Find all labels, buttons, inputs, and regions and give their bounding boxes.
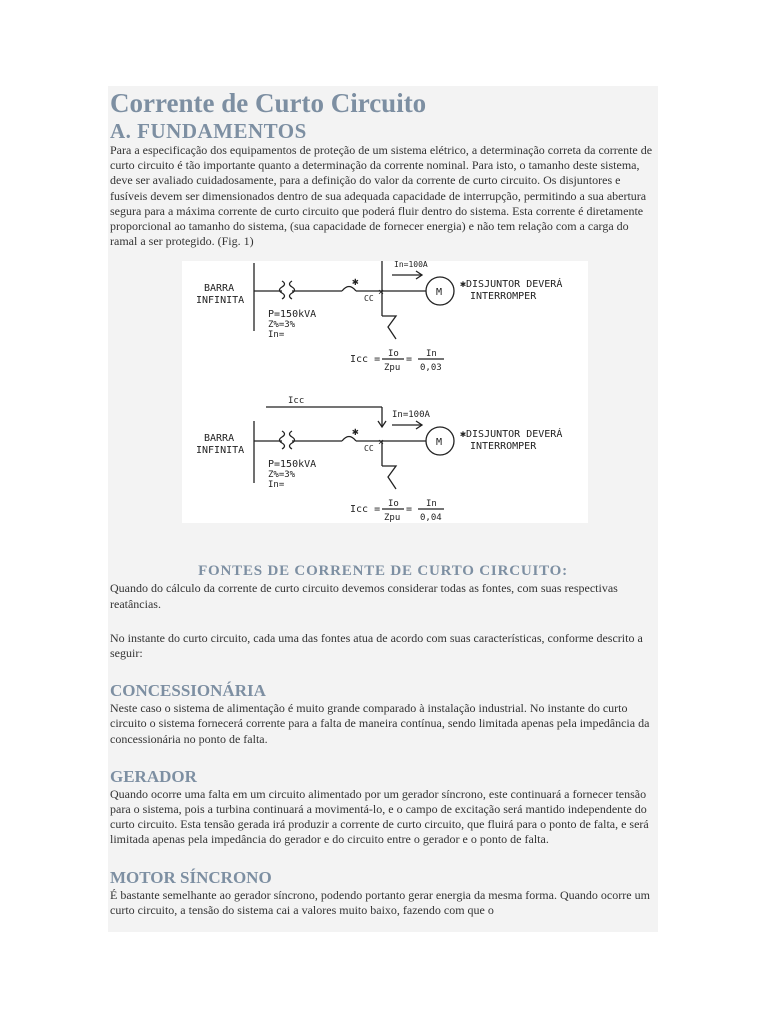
circuit-diagram-svg — [182, 261, 588, 523]
figure-1-circuit-diagram — [182, 261, 588, 523]
label-eq-bottom: = — [406, 504, 413, 516]
concessionaria-paragraph: Neste caso o sistema de alimentação é muito grande comparado à instalação industrial. No instante do curto circuito o sistema fornecerá corrente para a falta de maneira contínua, sendo limitada apenas pela impedância da concessionária no ponto de falta. — [110, 701, 650, 746]
label-icc-bottom: Icc = — [350, 504, 381, 516]
label-zpu-top: Zpu — [384, 363, 401, 374]
breaker-x-top: × — [378, 287, 385, 299]
transformer-coil-left-top — [280, 281, 285, 299]
label-zpu-bottom: Zpu — [384, 513, 401, 524]
label-z-bottom: Z%=3% — [268, 470, 296, 481]
section-heading-motor-sincrono: MOTOR SÍNCRONO — [110, 867, 272, 887]
label-in-top: In= — [268, 330, 285, 341]
label-motor-bottom: M — [436, 437, 443, 449]
section-heading-gerador: GERADOR — [110, 766, 197, 786]
label-barra-top: BARRA — [204, 283, 235, 295]
breaker-x-bottom: × — [378, 437, 385, 449]
motor-sincrono-paragraph: É bastante semelhante ao gerador síncrono, podendo portanto gerar energia da mesma forma. Quando ocorre um curto circuito, a tensão do sistema cai a valores muito baixo, fazendo com que o — [110, 887, 650, 917]
label-infinita-bottom: INFINITA — [196, 445, 245, 457]
label-in-frac-bottom: In — [426, 499, 437, 510]
label-star-bottom: ✱ — [352, 425, 359, 439]
label-disj-1-top: ✱DISJUNTOR DEVERÁ — [460, 279, 563, 291]
transformer-coil-right-top — [290, 281, 295, 299]
page-title: Corrente de Curto Circuito — [110, 88, 427, 118]
fault-symbol-top — [382, 316, 396, 339]
label-in-bottom: In= — [268, 480, 285, 491]
fault-symbol-bottom — [382, 466, 396, 489]
fontes-paragraph-1: Quando do cálculo da corrente de curto circuito devemos considerar todas as fontes, com suas respectivas reatâncias. — [110, 581, 618, 611]
label-power-bottom: P=150kVA — [268, 459, 317, 471]
label-io-top: Io — [388, 349, 399, 360]
transformer-coil-right-bottom — [290, 431, 295, 449]
label-star-top: ✱ — [352, 275, 359, 289]
label-infinita-top: INFINITA — [196, 295, 245, 307]
label-cc-bottom: CC — [364, 444, 374, 454]
section-heading-fundamentos: A. FUNDAMENTOS — [110, 119, 307, 143]
label-barra-bottom: BARRA — [204, 433, 235, 445]
label-eq-top: = — [406, 354, 413, 366]
label-motor-top: M — [436, 287, 443, 299]
label-disj-2-top: INTERROMPER — [470, 291, 537, 303]
intro-paragraph: Para a especificação dos equipamentos de proteção de um sistema elétrico, a determinação correta da corrente de curto circuito é tão importante quanto a determinação da corrente nominal. Para isto, o tamanho deste sistema, deve ser avaliado cuidadosamente, para a definição do valor da corrente de curto circuito. Os disjuntores e fusíveis devem ser dimensionados dentro de sua adequada capacidade de interrupção, permitindo a sua abertura segura para a máxima corrente de curto circuito que poderá fluir dentro do sistema. Esta corrente é diretamente proporcional ao tamanho do sistema, (sua capacidade de fornecer energia) e não tem relação com a carga do ramal a ser protegido. (Fig. 1) — [110, 143, 653, 249]
label-denominator-bottom: 0,04 — [420, 513, 442, 524]
label-io-bottom: Io — [388, 499, 399, 510]
label-disj-1-bottom: ✱DISJUNTOR DEVERÁ — [460, 429, 563, 441]
label-cc-top: CC — [364, 294, 374, 304]
label-power-top: P=150kVA — [268, 309, 317, 321]
fontes-paragraph-2: No instante do curto circuito, cada uma das fontes atua de acordo com suas características, conforme descrito a seguir: — [110, 630, 643, 661]
label-in-frac-top: In — [426, 349, 437, 360]
section-heading-fontes: FONTES DE CORRENTE DE CURTO CIRCUITO: — [198, 563, 568, 580]
gerador-paragraph: Quando ocorre uma falta em um circuito alimentado por um gerador síncrono, este continuará a fornecer tensão para o sistema, pois a turbina continuará a movimentá-lo, e o campo de excitação será mantido independente do curto circuito. Esta tensão gerada irá produzir a corrente de curto circuito, que fluirá para o ponto de falta, e será limitada apenas pela impedância do gerador e do circuito entre o gerador e o ponto de falta. — [110, 786, 649, 847]
document-page — [108, 86, 658, 932]
transformer-coil-left-bottom — [280, 431, 285, 449]
label-denominator-top: 0,03 — [420, 363, 442, 374]
label-z-top: Z%=3% — [268, 320, 296, 331]
label-icc-arrow-bottom: Icc — [288, 396, 305, 407]
label-in-100a-top: In=100A — [394, 261, 428, 270]
label-icc-top: Icc = — [350, 354, 381, 366]
section-heading-concessionaria: CONCESSIONÁRIA — [110, 681, 266, 701]
label-disj-2-bottom: INTERROMPER — [470, 441, 537, 453]
label-in-100a-bottom: In=100A — [392, 410, 430, 421]
